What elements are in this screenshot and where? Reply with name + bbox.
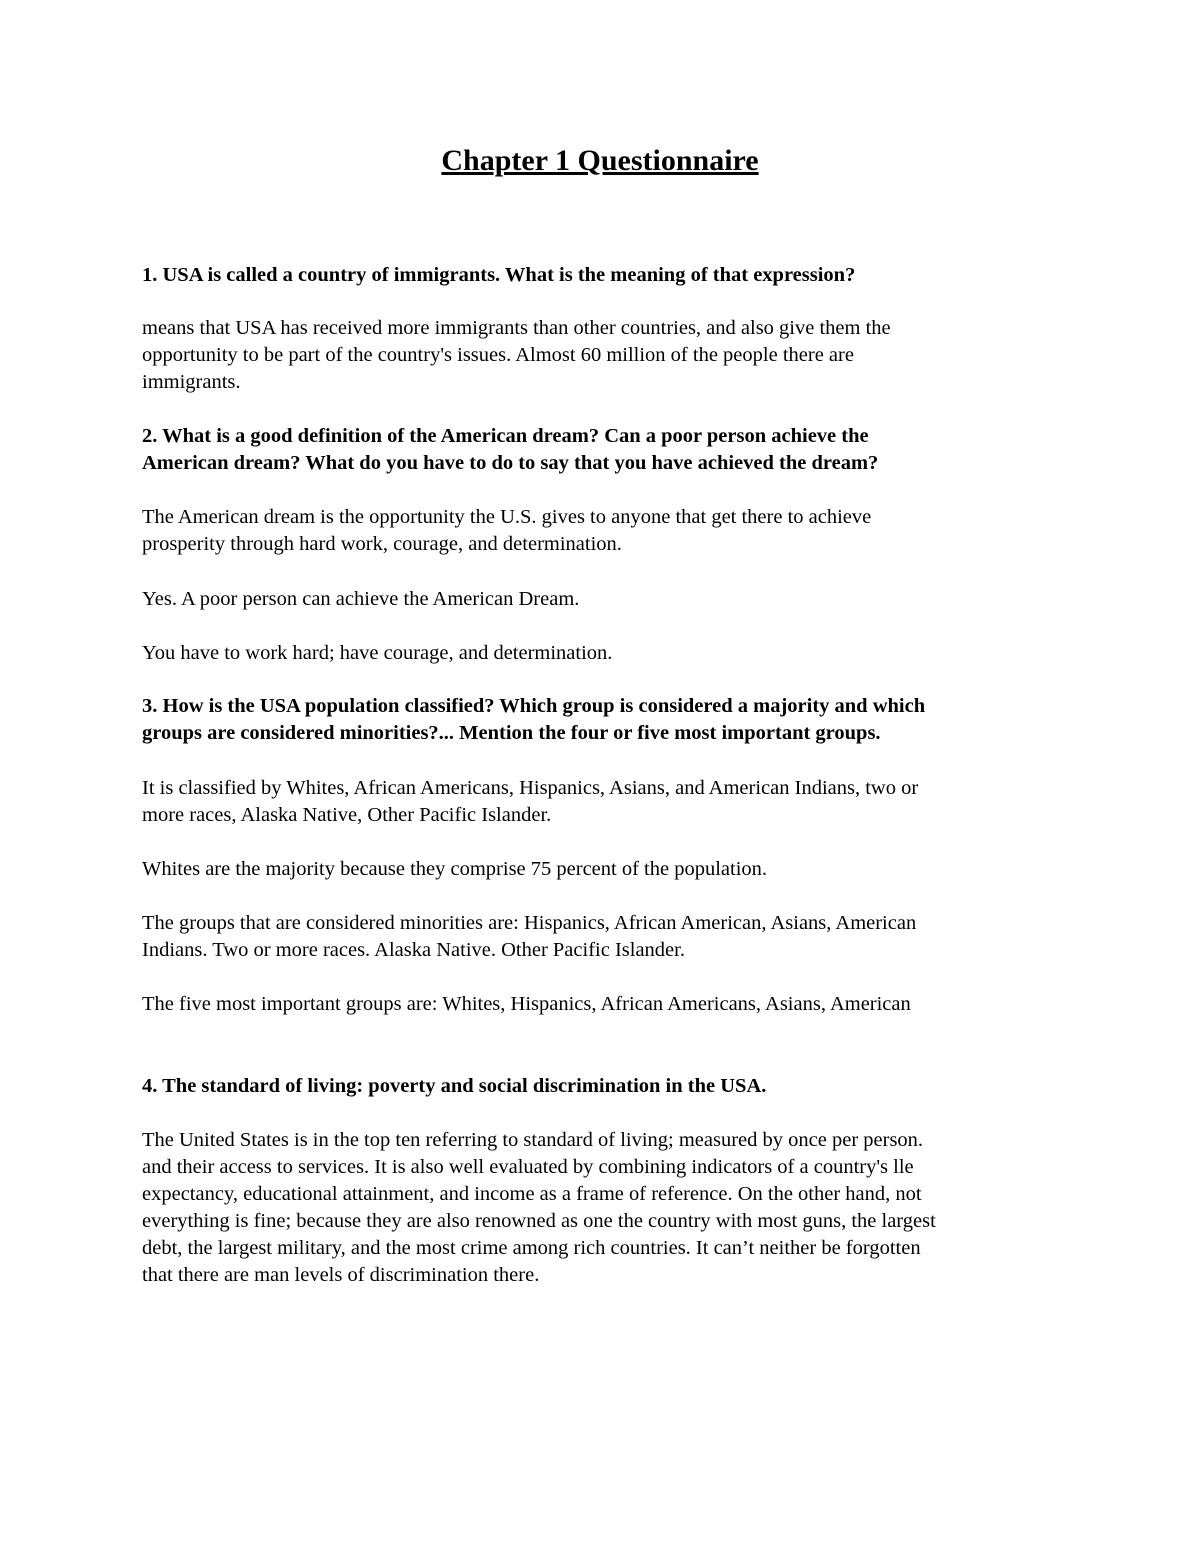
answer-line: means that USA has received more immigrants than other countries, and also give them the: [142, 317, 891, 339]
answer-line: The American dream is the opportunity the U.S. gives to anyone that get there to achieve: [142, 506, 872, 528]
answer-line: prosperity through hard work, courage, and determination.: [142, 533, 622, 555]
answer-line: that there are man levels of discrimination there.: [142, 1264, 540, 1286]
question-3: [142, 693, 1062, 747]
answer-line: You have to work hard; have courage, and determination.: [142, 642, 613, 664]
question-2-line-1: 2. What is a good definition of the American dream? Can a poor person achieve the: [142, 425, 869, 447]
question-4: [142, 1073, 1062, 1100]
answer-2-paragraph-1: [142, 504, 1062, 558]
answer-line: The United States is in the top ten referring to standard of living; measured by once per person.: [142, 1129, 924, 1151]
answer-3-paragraph-1: [142, 775, 1062, 829]
answer-line: immigrants.: [142, 371, 241, 393]
answer-line: Indians. Two or more races. Alaska Native. Other Pacific Islander.: [142, 939, 685, 961]
answer-2-paragraph-3: [142, 640, 1062, 667]
answer-3-paragraph-3: [142, 910, 1062, 964]
answer-line: opportunity to be part of the country's issues. Almost 60 million of the people there are: [142, 344, 854, 366]
answer-1-paragraph-1: [142, 315, 1062, 396]
question-3-line-2: groups are considered minorities?... Mention the four or five most important groups.: [142, 722, 881, 744]
answer-2-paragraph-2: [142, 586, 1062, 613]
answer-4-paragraph-1: [142, 1127, 1062, 1289]
question-1: [142, 262, 1062, 289]
question-3-line-1: 3. How is the USA population classified? Which group is considered a majority and which: [142, 695, 926, 717]
question-4-line-1: 4. The standard of living: poverty and social discrimination in the USA.: [142, 1075, 767, 1097]
answer-line: The five most important groups are: Whites, Hispanics, African Americans, Asians, American: [142, 993, 911, 1015]
question-1-line-1: 1. USA is called a country of immigrants. What is the meaning of that expression?: [142, 264, 856, 286]
answer-line: Whites are the majority because they comprise 75 percent of the population.: [142, 858, 768, 880]
question-2-line-2: American dream? What do you have to do to say that you have achieved the dream?: [142, 452, 879, 474]
answer-line: The groups that are considered minorities are: Hispanics, African American, Asians, American: [142, 912, 917, 934]
answer-line: Yes. A poor person can achieve the American Dream.: [142, 588, 580, 610]
page-title: Chapter 1 Questionnaire: [441, 144, 759, 177]
answer-line: everything is fine; because they are also renowned as one the country with most guns, the largest: [142, 1210, 936, 1232]
answer-line: It is classified by Whites, African Americans, Hispanics, Asians, and American Indians, two or: [142, 777, 919, 799]
answer-3-paragraph-2: [142, 856, 1062, 883]
answer-3-paragraph-4: [142, 991, 1062, 1018]
answer-line: expectancy, educational attainment, and income as a frame of reference. On the other hand, not: [142, 1183, 922, 1205]
answer-line: debt, the largest military, and the most crime among rich countries. It can’t neither be forgotten: [142, 1237, 921, 1259]
answer-line: and their access to services. It is also well evaluated by combining indicators of a country's lle: [142, 1156, 914, 1178]
answer-line: more races, Alaska Native, Other Pacific Islander.: [142, 804, 552, 826]
question-2: [142, 423, 1062, 477]
